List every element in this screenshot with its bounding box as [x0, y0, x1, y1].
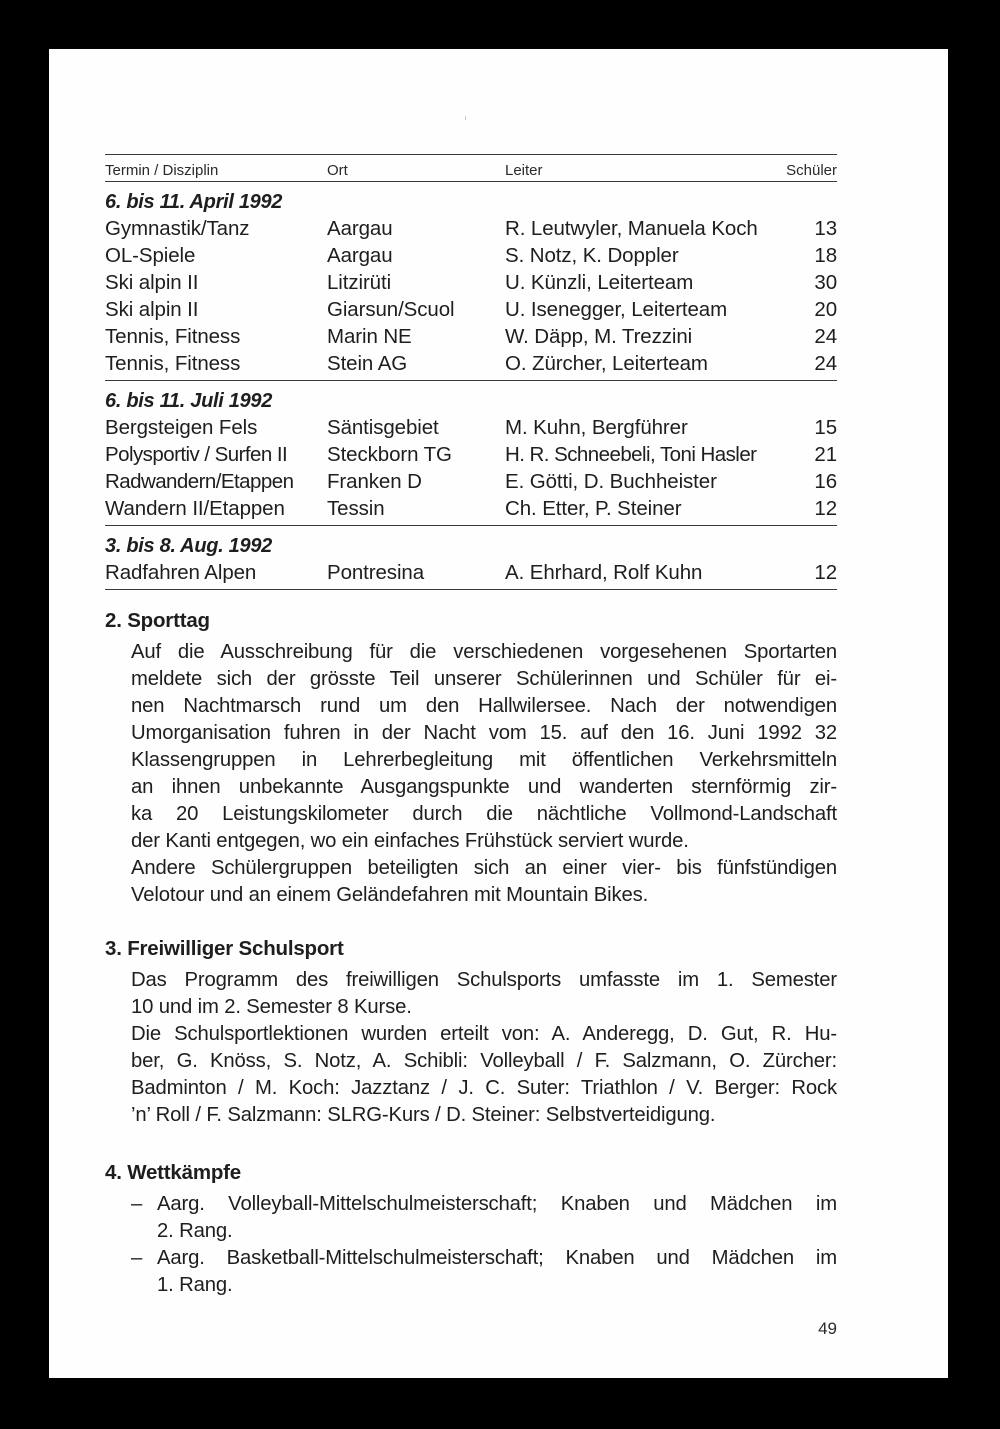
cell-discipline: Tennis, Fitness: [105, 325, 241, 348]
cell-discipline: Bergsteigen Fels: [105, 416, 258, 439]
text-line: Die Schulsportlektionen wurden erteilt von: A. Anderegg, D. Gut, R. Hu-: [131, 1023, 837, 1045]
section-heading: 4. Wettkämpfe: [105, 1161, 242, 1184]
section-paragraph: [131, 639, 837, 909]
cell-leader: H. R. Schneebeli, Toni Hasler: [505, 443, 757, 466]
table-group-august: [105, 526, 837, 589]
list-item: [105, 1245, 837, 1299]
text-line: Klassengruppen in Lehrerbegleitung mit öffentlichen Verkehrsmitteln: [131, 749, 837, 771]
page-number: 49: [818, 1319, 837, 1338]
text-line: meldete sich der grösste Teil unserer Schülerinnen und Schüler für ei-: [131, 668, 837, 690]
text-line: Das Programm des freiwilligen Schulsports umfasste im 1. Semester: [131, 969, 837, 991]
cell-students: 21: [814, 443, 837, 466]
text-line: der Kanti entgegen, wo ein einfaches Frühstück serviert wurde.: [131, 830, 689, 852]
table-row: [105, 296, 837, 323]
cell-students: 12: [814, 561, 837, 584]
cell-students: 24: [814, 325, 837, 348]
scan-speck: [465, 116, 466, 120]
table-row: [105, 350, 837, 377]
cell-students: 18: [814, 244, 837, 267]
cell-location: Stein AG: [327, 352, 408, 375]
cell-location: Steckborn TG: [327, 443, 452, 466]
cell-students: 30: [814, 271, 837, 294]
text-line: Andere Schülergruppen beteiligten sich an einer vier- bis fünfstündigen: [131, 857, 837, 879]
table-row: [105, 242, 837, 269]
header-students: Schüler: [786, 162, 837, 179]
table-row: [105, 215, 837, 242]
section-paragraph: [131, 967, 837, 1129]
text-line: ka 20 Leistungskilometer durch die nächtliche Vollmond-Landschaft: [131, 803, 837, 825]
cell-discipline: Ski alpin II: [105, 271, 199, 294]
section-wettkaempfe: [105, 1161, 837, 1299]
cell-leader: U. Isenegger, Leiterteam: [505, 298, 728, 321]
cell-discipline: Polysportiv / Surfen II: [105, 443, 288, 466]
section-schulsport: [105, 937, 837, 1129]
cell-leader: M. Kuhn, Bergführer: [505, 416, 688, 439]
text-line: Auf die Ausschreibung für die verschiedenen vorgesehenen Sportarten: [131, 641, 837, 663]
text-line: ’n’ Roll / F. Salzmann: SLRG-Kurs / D. Steiner: Selbstverteidigung.: [131, 1104, 716, 1126]
section-sporttag: [105, 609, 837, 909]
table-row: [105, 468, 837, 495]
cell-leader: A. Ehrhard, Rolf Kuhn: [505, 561, 703, 584]
table-row: [105, 414, 837, 441]
text-line: 1. Rang.: [157, 1274, 233, 1296]
text-line: Velotour und an einem Geländefahren mit Mountain Bikes.: [131, 884, 649, 906]
table-row: [105, 323, 837, 350]
group-title: 6. bis 11. Juli 1992: [105, 390, 273, 412]
cell-leader: E. Götti, D. Buchheister: [505, 470, 717, 493]
list-item: [105, 1191, 837, 1245]
header-leader: Leiter: [505, 162, 543, 179]
cell-leader: W. Däpp, M. Trezzini: [505, 325, 693, 348]
cell-students: 24: [814, 352, 837, 375]
cell-students: 16: [814, 470, 837, 493]
text-line: Umorganisation fuhren in der Nacht vom 15. auf den 16. Juni 1992 32: [131, 722, 837, 744]
section-heading: 3. Freiwilliger Schulsport: [105, 937, 344, 960]
cell-location: Aargau: [327, 244, 393, 267]
text-line: 2. Rang.: [157, 1220, 233, 1242]
cell-discipline: Radwandern/Etappen: [105, 470, 294, 493]
cell-location: Pontresina: [327, 561, 425, 584]
cell-leader: S. Notz, K. Doppler: [505, 244, 679, 267]
course-table: [105, 154, 837, 590]
cell-location: Franken D: [327, 470, 422, 493]
header-discipline: Termin / Disziplin: [105, 162, 219, 179]
table-row: [105, 441, 837, 468]
table-row: [105, 495, 837, 522]
cell-discipline: Tennis, Fitness: [105, 352, 241, 375]
cell-leader: U. Künzli, Leiterteam: [505, 271, 694, 294]
cell-students: 20: [814, 298, 837, 321]
cell-leader: R. Leutwyler, Manuela Koch: [505, 217, 758, 240]
cell-discipline: Radfahren Alpen: [105, 561, 257, 584]
section-heading: 2. Sporttag: [105, 609, 210, 632]
document-page: [49, 49, 948, 1378]
table-bottom-rule: [105, 589, 837, 590]
competition-list: [105, 1191, 837, 1299]
text-line: Aarg. Basketball-Mittelschulmeisterschaft; Knaben und Mädchen im: [157, 1247, 837, 1269]
cell-location: Säntisgebiet: [327, 416, 439, 439]
table-row: [105, 269, 837, 296]
text-line: an ihnen unbekannte Ausgangspunkte und wanderten sternförmig zir-: [131, 776, 837, 798]
cell-location: Tessin: [327, 497, 385, 520]
cell-location: Aargau: [327, 217, 393, 240]
cell-discipline: Gymnastik/Tanz: [105, 217, 250, 240]
text-line: 10 und im 2. Semester 8 Kurse.: [131, 996, 412, 1018]
text-line: nen Nachtmarsch rund um den Hallwilersee. Nach der notwendigen: [131, 695, 837, 717]
cell-leader: Ch. Etter, P. Steiner: [505, 497, 682, 520]
cell-leader: O. Zürcher, Leiterteam: [505, 352, 708, 375]
text-line: Badminton / M. Koch: Jazztanz / J. C. Suter: Triathlon / V. Berger: Rock: [131, 1077, 837, 1099]
header-location: Ort: [327, 162, 348, 179]
table-group-juli: [105, 381, 837, 525]
cell-location: Giarsun/Scuol: [327, 298, 455, 321]
cell-students: 13: [814, 217, 837, 240]
group-title: 3. bis 8. Aug. 1992: [105, 535, 272, 557]
dash-bullet-icon: –: [131, 1247, 143, 1269]
cell-discipline: OL-Spiele: [105, 244, 196, 267]
table-header: [105, 155, 837, 181]
table-group-april: [105, 182, 837, 380]
text-line: ber, G. Knöss, S. Notz, A. Schibli: Volleyball / F. Salzmann, O. Zürcher:: [131, 1050, 837, 1072]
cell-discipline: Wandern II/Etappen: [105, 497, 285, 520]
cell-students: 15: [814, 416, 837, 439]
cell-location: Litzirüti: [327, 271, 392, 294]
text-line: Aarg. Volleyball-Mittelschulmeisterschaft; Knaben und Mädchen im: [157, 1193, 837, 1215]
group-title: 6. bis 11. April 1992: [105, 191, 283, 213]
dash-bullet-icon: –: [131, 1193, 143, 1215]
cell-location: Marin NE: [327, 325, 412, 348]
cell-students: 12: [814, 497, 837, 520]
cell-discipline: Ski alpin II: [105, 298, 199, 321]
table-row: [105, 559, 837, 586]
